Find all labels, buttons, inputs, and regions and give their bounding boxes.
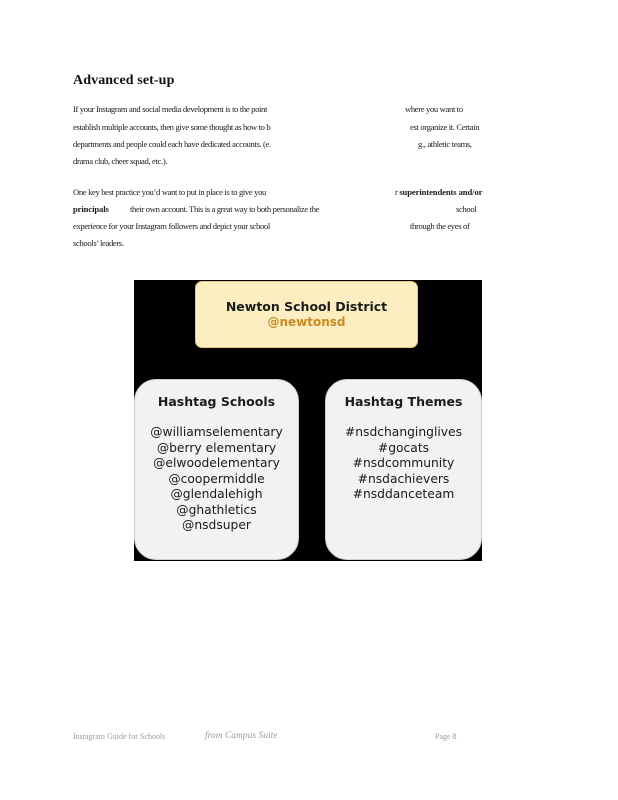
paragraph2-line2-left: their own account. This is a great way to both personalize the — [130, 204, 320, 214]
paragraph1-line3-right: g., athletic teams, — [418, 139, 472, 149]
paragraph1-line1-right: where you want to — [405, 104, 463, 114]
paragraph1-line2-right: est organize it. Certain — [410, 122, 480, 132]
footer-document-title: Instagram Guide for Schools — [73, 732, 166, 741]
paragraph2-line1-left: One key best practice you’d want to put in place is to give you — [73, 187, 266, 197]
hashtag-themes-card — [325, 379, 482, 560]
emphasis-superintendents: superintendents and/or — [399, 187, 483, 197]
theme-hashtags-list — [326, 425, 481, 503]
emphasis-principals: principals — [73, 204, 109, 214]
paragraph1-line3-left: departments and people could each have dedicated accounts. (e. — [73, 139, 271, 149]
footer-publisher: from Campus Suite — [205, 731, 278, 741]
list-item: @coopermiddle — [168, 471, 265, 486]
hashtag-schools-title: Hashtag Schools — [157, 394, 276, 409]
district-handle: @newtonsd — [267, 315, 346, 329]
hashtag-schools-card — [134, 379, 299, 560]
list-item: #nsddanceteam — [352, 487, 455, 501]
list-item: #nsdchanginglives — [344, 425, 463, 439]
list-item: @glendalehigh — [170, 487, 263, 501]
section-heading: Advanced set-up — [73, 73, 175, 88]
district-name: Newton School District — [225, 299, 388, 314]
list-item: @elwoodelementary — [153, 456, 280, 470]
school-handles-list — [135, 425, 298, 534]
paragraph2-line3-left: experience for your Instagram followers and depict your school — [73, 221, 270, 231]
paragraph1-line2-left: establish multiple accounts, then give some thought as how to b — [73, 122, 271, 132]
list-item: #nsdachievers — [357, 471, 450, 486]
paragraph1-line1-left: If your Instagram and social media development is to the point — [73, 104, 268, 114]
paragraph1-line4: drama club, cheer squad, etc.). — [73, 156, 168, 166]
hashtag-themes-title: Hashtag Themes — [344, 394, 463, 409]
list-item: @nsdsuper — [182, 518, 251, 532]
footer-page-number: Page 8 — [435, 732, 457, 741]
list-item: @williamselementary — [150, 425, 283, 439]
paragraph2-line2-bold — [73, 204, 109, 215]
paragraph2-line1-right-text: r — [395, 187, 400, 197]
paragraph2-line2-right: school — [456, 204, 477, 214]
list-item: #gocats — [377, 440, 430, 455]
list-item: #nsdcommunity — [352, 456, 455, 470]
district-account-box — [195, 281, 418, 348]
paragraph2-line1-right — [395, 187, 482, 198]
list-item: @berry elementary — [156, 440, 277, 455]
account-structure-diagram — [134, 280, 482, 561]
paragraph2-line4: schools’ leaders. — [73, 238, 124, 248]
list-item: @ghathletics — [176, 502, 257, 517]
paragraph2-line3-right: through the eyes of — [410, 221, 470, 231]
